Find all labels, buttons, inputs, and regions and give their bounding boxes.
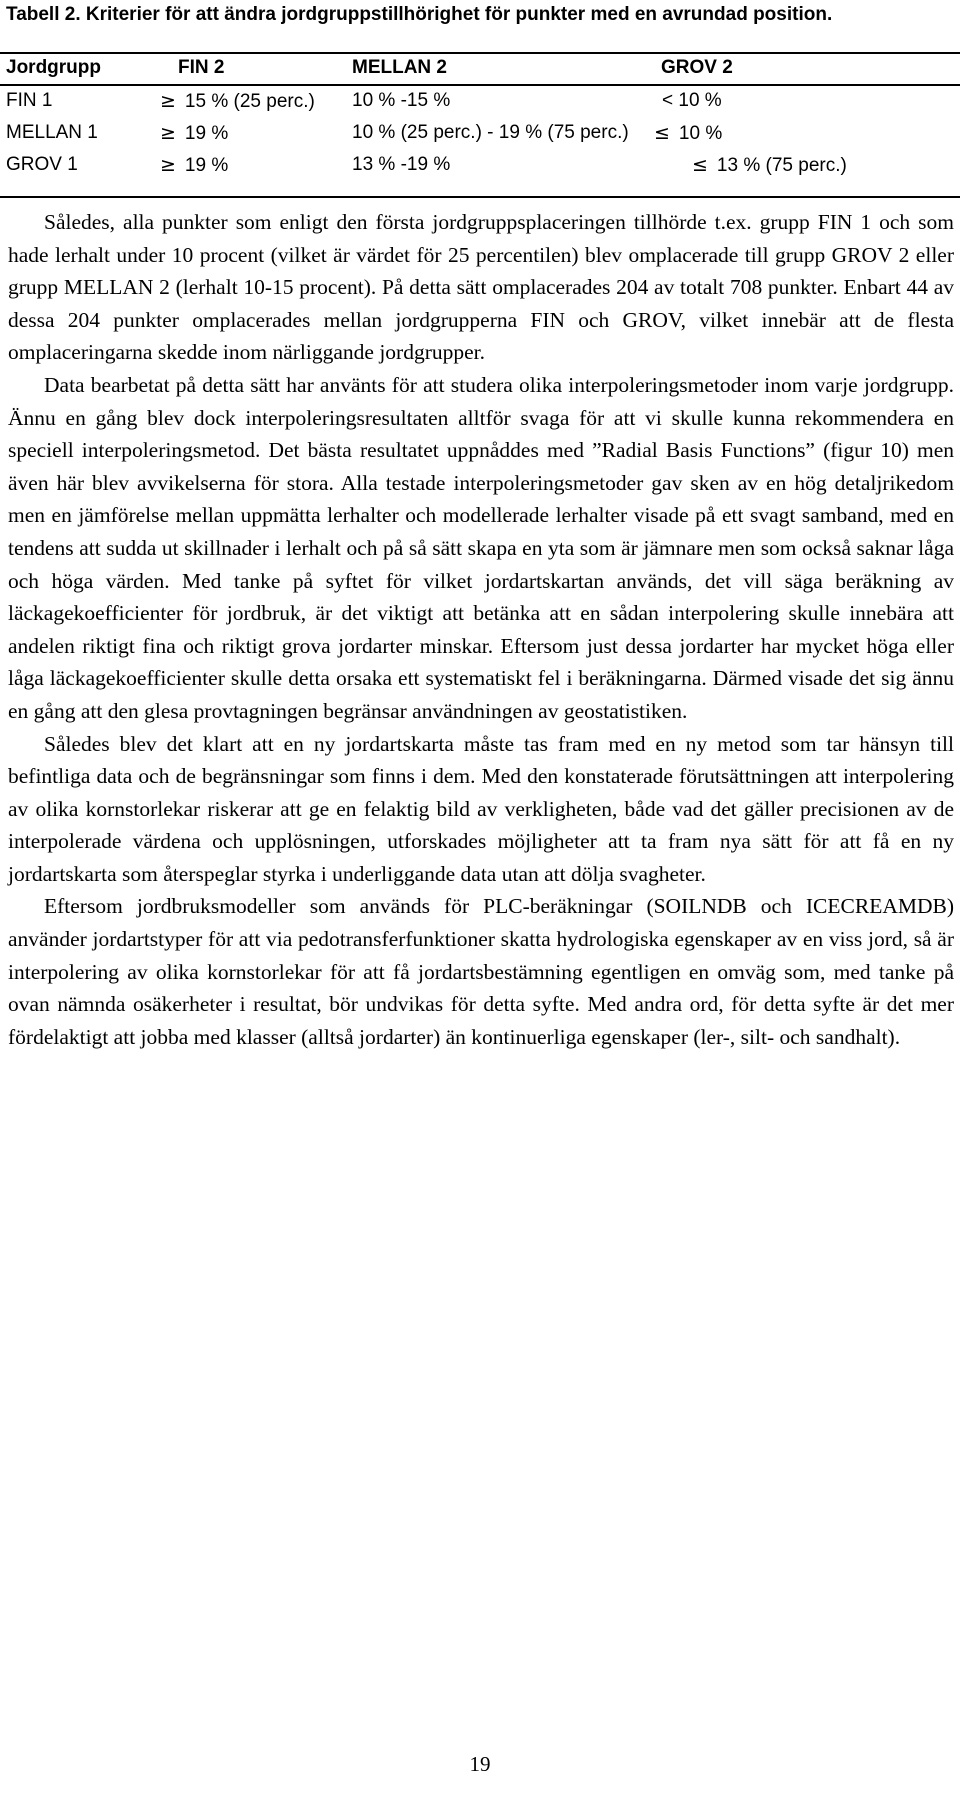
row-grov2: < 10 %: [662, 90, 722, 111]
row-grov2: ≤ 10 %: [654, 122, 723, 144]
less-equal-symbol: ≤: [692, 154, 708, 176]
row-mellan2: 10 % -15 %: [352, 90, 451, 111]
table-caption: Tabell 2. Kriterier för att ändra jordgruppstillhörighet för punkter med en avrundad position.: [6, 4, 833, 25]
row-mellan2: 10 % (25 perc.) - 19 % (75 perc.): [352, 122, 629, 143]
paragraph: Data bearbetat på detta sätt har använts för att studera olika interpoleringsmetoder inom varje jordgrupp. Ännu en gång blev dock interpoleringsresultaten alltför svaga för att vi skulle kunna rekommendera en speciell interpoleringsmetod. Det bästa resultatet uppnåddes med ”Radial Basis Functions” (figur 10) men även här blev avvikelserna för stora. Alla testade interpoleringsmetoder gav sken av en hög detaljrikedom men en jämförelse mellan uppmätta lerhalter och modellerade lerhalter visade på ett svagt samband, med en tendens att sudda ut skillnader i lerhalt och på så sätt skapa en yta som är jämnare men som också saknar låga och höga värden. Med tanke på syftet för vilket jordartskartan används, det vill säga beräkning av läckagekoefficienter för jordbruk, är det viktigt att betänka att en sådan interpolering skulle innebära att andelen riktigt fina och riktigt grova jordarter minskar. Eftersom just dessa jordarter har mycket höga eller låga läckagekoefficienter skulle detta orsaka ett systematiskt fel i beräkningarna. Därmed visade det sig ännu en gång att den glesa provtagningen begränsar användningen av geostatistiken.: [8, 372, 954, 723]
row-group: FIN 1: [6, 90, 53, 111]
row-fin2: ≥ 19 %: [160, 154, 229, 176]
header-fin2: FIN 2: [178, 57, 225, 78]
less-equal-symbol: ≤: [654, 122, 670, 144]
header-jordgrupp: Jordgrupp: [6, 57, 101, 78]
table-header-row: [0, 53, 960, 83]
paragraph: Således blev det klart att en ny jordartskarta måste tas fram med en ny metod som tar hänsyn till befintliga data och de begränsningar som finns i dem. Med den konstaterade förutsättningen att interpolering av olika kornstorlekar riskerar att ge en felaktig bild av verkligheten, både vad det gäller precisionen av de interpolerade värdena och upplösningen, utforskades möjligheter att ta fram nya sätt för att få en ny jordartskarta som återspeglar styrka i underliggande data utan att dölja svagheter.: [8, 731, 954, 886]
paragraph: Eftersom jordbruksmodeller som används för PLC-beräkningar (SOILNDB och ICECREAMDB) använder jordartstyper för att via pedotransferfunktioner skatta hydrologiska egenskaper av en viss jord, så är interpolering av olika kornstorlekar för att få jordartsbestämning egentligen en omväg som, med tanke på ovan nämnda osäkerheter i resultat, bör undvikas för detta syfte. Med andra ord, för detta syfte är det mer fördelaktigt att jobba med klasser (alltså jordarter) än kontinuerliga egenskaper (ler-, silt- och sandhalt).: [8, 894, 954, 1049]
header-mellan2: MELLAN 2: [352, 57, 447, 78]
page-number: 19: [469, 1752, 491, 1776]
table-row: [0, 86, 960, 116]
body-text: [8, 206, 954, 1053]
criteria-table: [0, 52, 960, 200]
paragraph: Således, alla punkter som enligt den första jordgruppsplaceringen tillhörde t.ex. grupp FIN 1 och som hade lerhalt under 10 procent (vilket är värdet för 25 percentilen) blev omplacerade till grupp GROV 2 eller grupp MELLAN 2 (lerhalt 10-15 procent). På detta sätt omplacerades 204 av totalt 708 punkter. Enbart 44 av dessa 204 punkter omplacerades mellan jordgrupperna FIN och GROV, vilket innebär att de flesta omplaceringarna skedde inom närliggande jordgrupper.: [8, 210, 954, 365]
row-group: MELLAN 1: [6, 122, 98, 143]
row-fin2: ≥ 15 % (25 perc.): [160, 90, 315, 112]
greater-equal-symbol: ≥: [160, 122, 176, 144]
row-group: GROV 1: [6, 154, 78, 175]
table-row: [0, 150, 960, 180]
row-fin2: ≥ 19 %: [160, 122, 229, 144]
table-bottom-rule: [0, 196, 960, 198]
row-mellan2: 13 % -19 %: [352, 154, 451, 175]
greater-equal-symbol: ≥: [160, 154, 176, 176]
table-row: [0, 118, 960, 148]
greater-equal-symbol: ≥: [160, 90, 176, 112]
header-grov2: GROV 2: [661, 57, 733, 78]
row-grov2: ≤ 13 % (75 perc.): [692, 154, 847, 176]
